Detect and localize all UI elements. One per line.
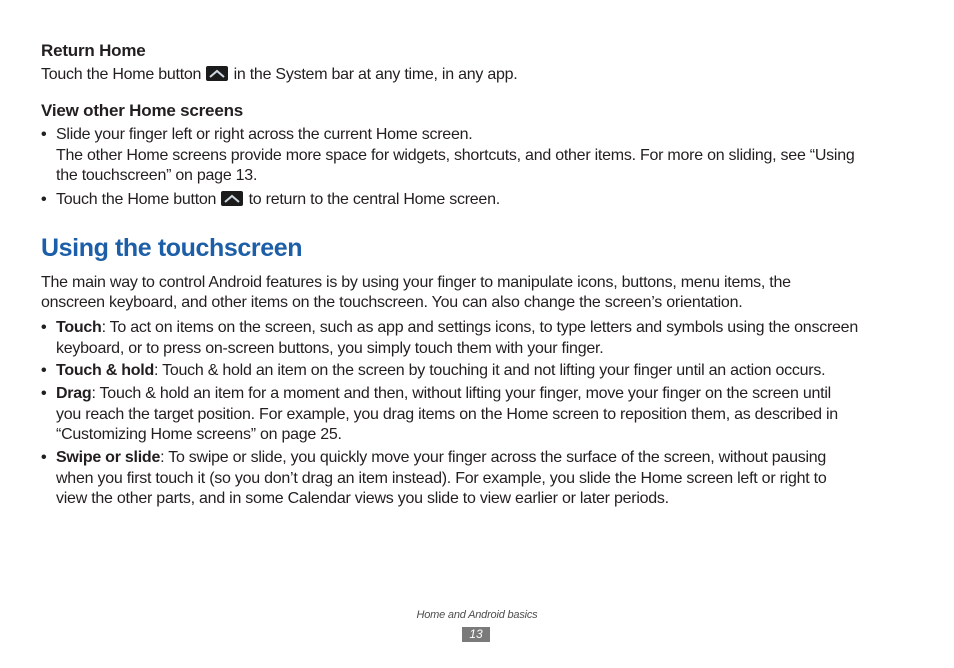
bullet-glyph: • — [41, 319, 47, 336]
item-line: you reach the target position. For example, you drag items on the Home screen to reposition them, as described in — [56, 405, 838, 423]
item-line: “Customizing Home screens” on page 25. — [56, 426, 342, 443]
term-drag: Drag — [56, 385, 92, 402]
view-other-bullet2-before: Touch the Home button — [56, 191, 221, 208]
touchscreen-intro-line1: The main way to control Android features is by using your finger to manipulate icons, buttons, menu items, the — [41, 274, 791, 291]
section-title: Using the touchscreen — [41, 234, 303, 262]
bullet-glyph: • — [41, 126, 47, 143]
item-line: : To act on items on the screen, such as app and settings icons, to type letters and symbols using the onscreen — [101, 319, 858, 336]
bullet-glyph: • — [41, 449, 47, 466]
view-other-bullet1-line2: The other Home screens provide more space for widgets, shortcuts, and other items. For more on sliding, see “Using — [56, 146, 855, 164]
bullet-glyph: • — [41, 191, 47, 208]
footer-section-name: Home and Android basics — [416, 609, 538, 621]
page-number-badge: 13 — [462, 627, 490, 642]
item-line: : To swipe or slide, you quickly move your finger across the surface of the screen, without pausing — [160, 449, 827, 466]
return-home-text-after: in the System bar at any time, in any app. — [229, 66, 518, 83]
return-home-heading: Return Home — [41, 41, 146, 60]
item-line: view the other parts, and in some Calendar views you slide to view earlier or later periods. — [56, 490, 669, 507]
view-other-bullet1-line1: Slide your finger left or right across the current Home screen. — [56, 126, 473, 143]
touchscreen-intro-line2: onscreen keyboard, and other items on the touchscreen. You can also change the screen’s orientation. — [41, 294, 743, 311]
view-other-bullet2-after: to return to the central Home screen. — [244, 191, 500, 208]
home-button-icon — [221, 191, 243, 206]
term-touch-hold: Touch & hold — [56, 362, 155, 379]
view-other-bullet1-line3: the touchscreen” on page 13. — [56, 167, 258, 184]
return-home-text-before: Touch the Home button — [41, 66, 206, 83]
view-other-heading: View other Home screens — [41, 101, 244, 120]
bullet-glyph: • — [41, 362, 47, 379]
return-home-text — [41, 65, 517, 85]
item-line: : Touch & hold an item for a moment and then, without lifting your finger, move your finger on the screen until — [91, 385, 831, 402]
home-button-icon — [206, 66, 228, 81]
term-swipe: Swipe or slide — [56, 449, 161, 466]
touchscreen-intro — [41, 273, 791, 313]
item-line: : Touch & hold an item on the screen by touching it and not lifting your finger until an action occurs. — [154, 362, 826, 379]
item-line: when you first touch it (so you don’t drag an item instead). For example, you slide the Home screen left or right to — [56, 469, 827, 487]
bullet-glyph: • — [41, 385, 47, 402]
term-touch: Touch — [56, 319, 102, 336]
item-line: keyboard, or to press on-screen buttons, you simply touch them with your finger. — [56, 339, 604, 357]
